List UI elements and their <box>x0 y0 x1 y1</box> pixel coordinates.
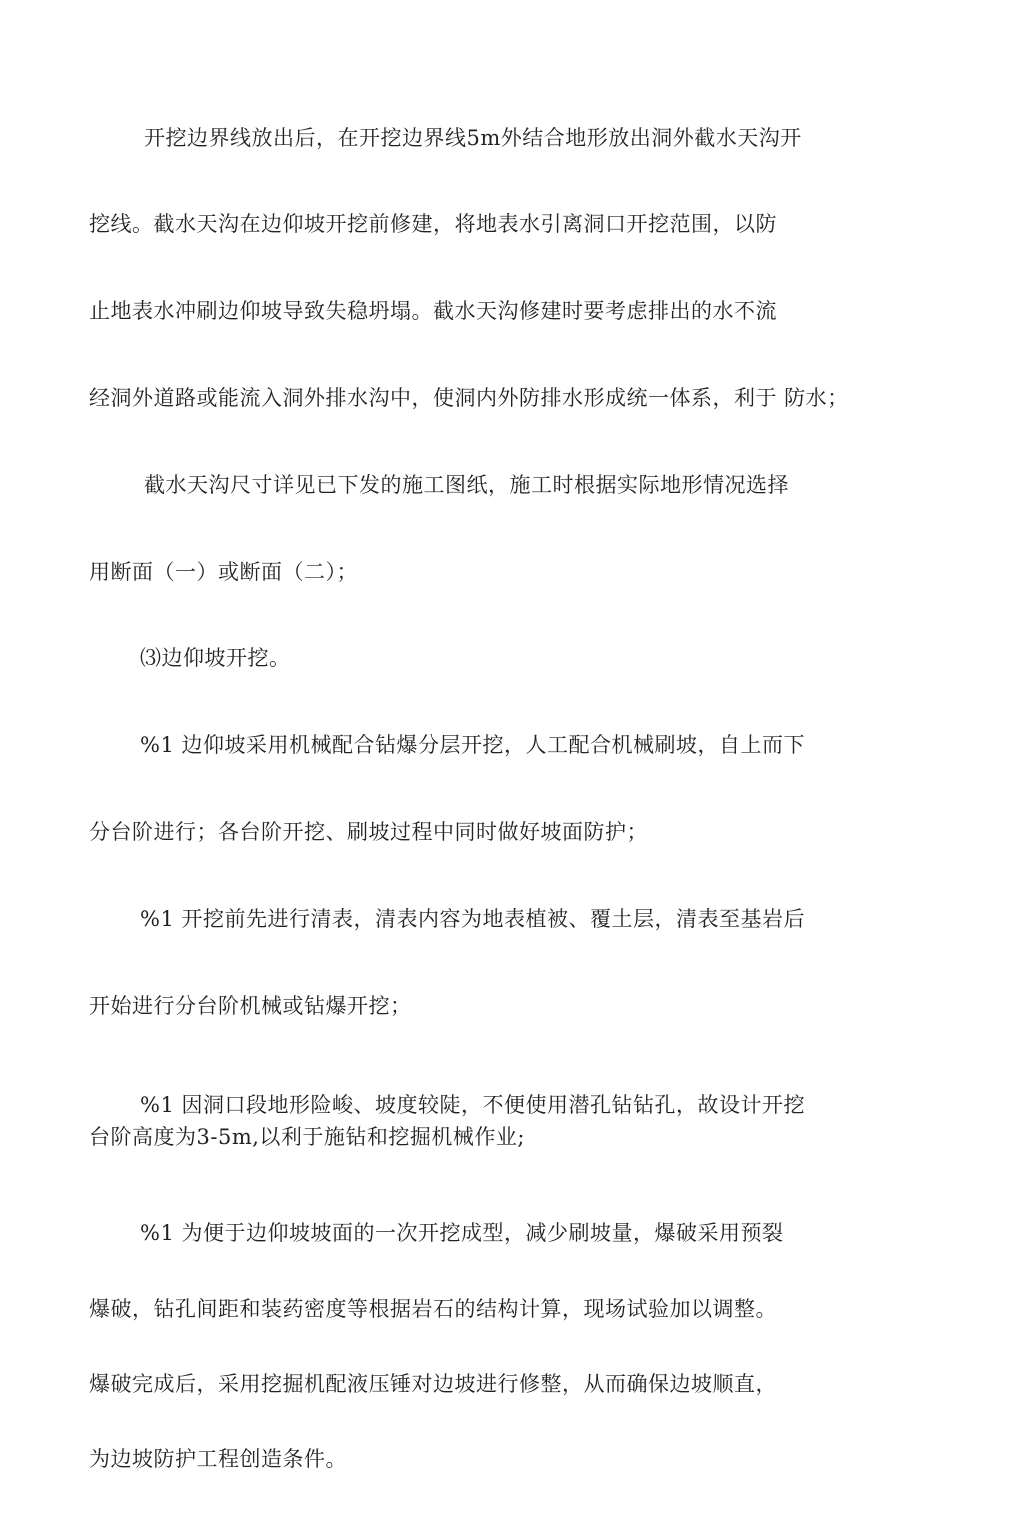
paragraph-line: 开挖边界线放出后，在开挖边界线5m外结合地形放出洞外截水天沟开 <box>144 126 802 150</box>
paragraph-line: 爆破完成后，采用挖掘机配液压锤对边坡进行修整，从而确保边坡顺直， <box>89 1372 777 1396</box>
paragraph-line: 台阶高度为3-5m,以利于施钻和挖掘机械作业; <box>89 1125 525 1149</box>
paragraph-line: 挖线。截水天沟在边仰坡开挖前修建，将地表水引离洞口开挖范围，以防 <box>89 212 777 236</box>
paragraph-line: 经洞外道路或能流入洞外排水沟中，使洞内外防排水形成统一体系，利于 防水； <box>89 386 849 410</box>
list-item-line: %1 为便于边仰坡坡面的一次开挖成型，减少刷坡量，爆破采用预裂 <box>140 1221 784 1245</box>
paragraph-line: 截水天沟尺寸详见已下发的施工图纸，施工时根据实际地形情况选择 <box>144 473 789 497</box>
paragraph-line: 爆破，钻孔间距和装药密度等根据岩石的结构计算，现场试验加以调整。 <box>89 1297 777 1321</box>
paragraph-line: 为边坡防护工程创造条件。 <box>89 1447 347 1471</box>
list-item-line: %1 开挖前先进行清表，清表内容为地表植被、覆土层，清表至基岩后 <box>140 907 805 931</box>
paragraph-line: 分台阶进行；各台阶开挖、刷坡过程中同时做好坡面防护； <box>89 820 648 844</box>
section-heading: ⑶边仰坡开挖。 <box>140 646 291 670</box>
paragraph-line: 开始进行分台阶机械或钻爆开挖； <box>89 994 412 1018</box>
list-item-line: %1 因洞口段地形险峻、坡度较陡，不便使用潜孔钻钻孔，故设计开挖 <box>140 1093 805 1117</box>
paragraph-line: 止地表水冲刷边仰坡导致失稳坍塌。截水天沟修建时要考虑排出的水不流 <box>89 299 777 323</box>
paragraph-line: 用断面（一）或断面（二）； <box>89 560 358 584</box>
list-item-line: %1 边仰坡采用机械配合钻爆分层开挖，人工配合机械刷坡，自上而下 <box>140 733 805 757</box>
